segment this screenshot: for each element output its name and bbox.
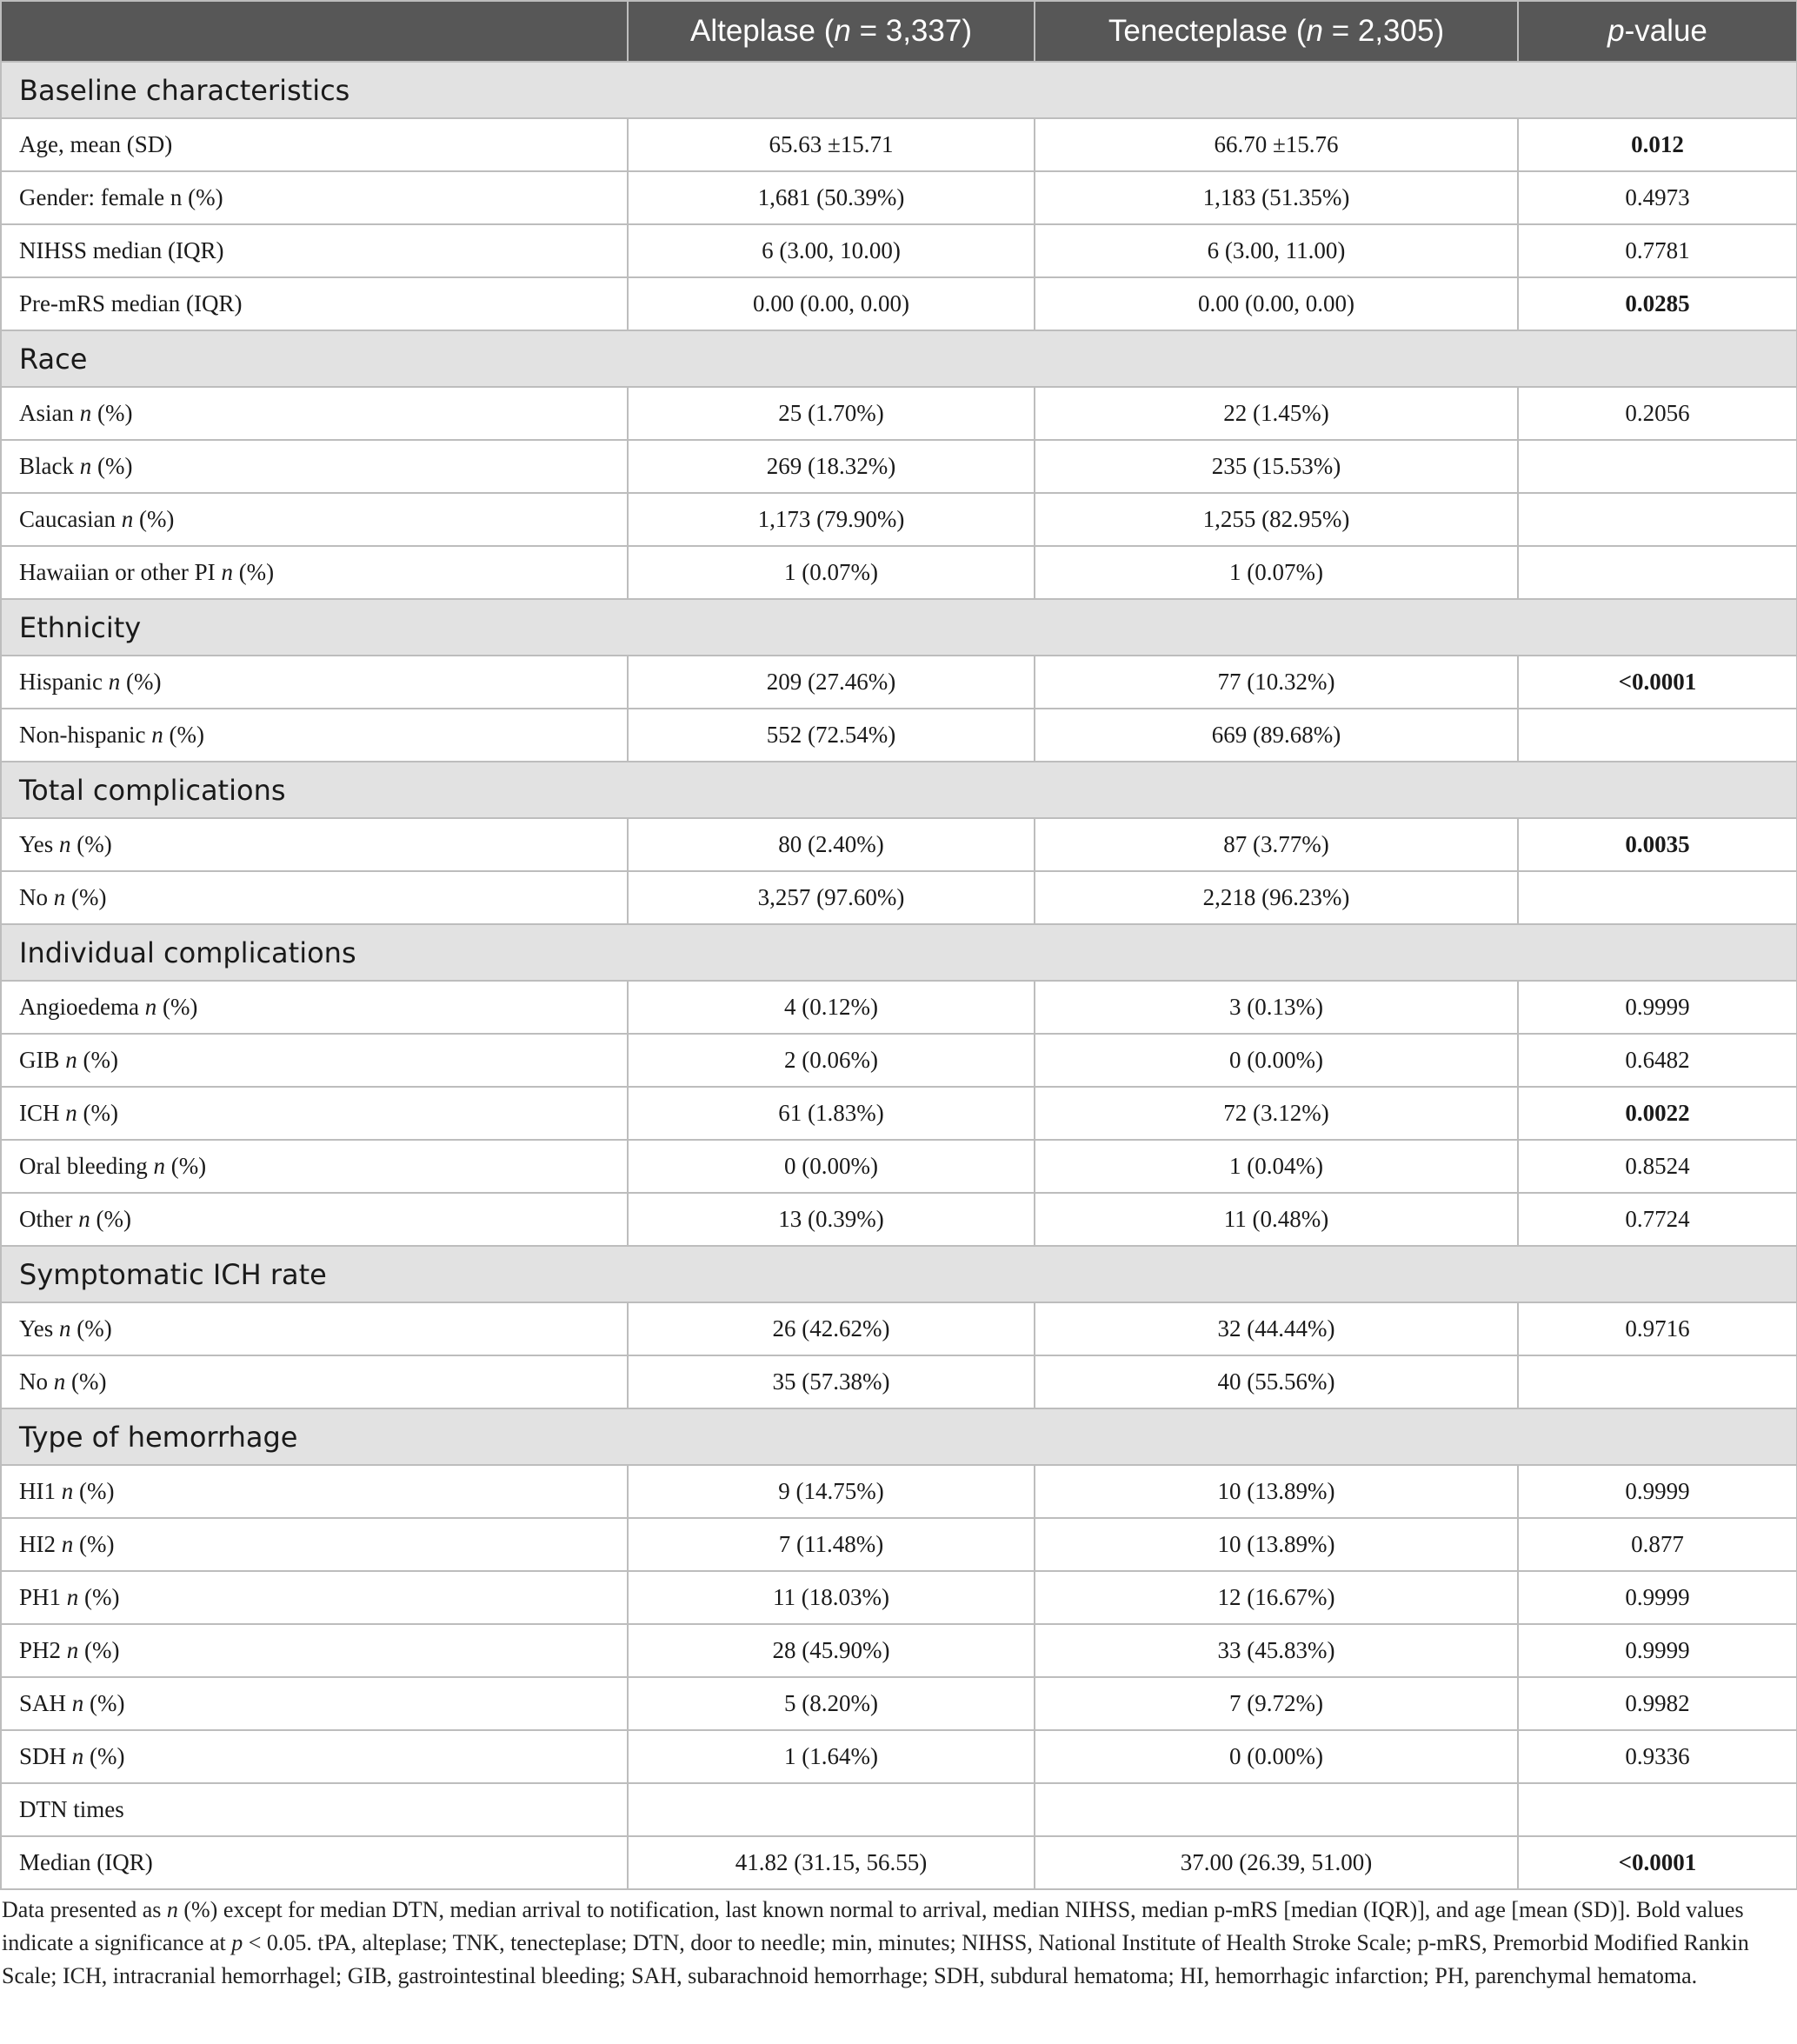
cell-alteplase: 35 (57.38%) xyxy=(628,1355,1035,1408)
row-label xyxy=(1,1034,628,1087)
row-label-n: n xyxy=(66,1637,79,1663)
cell-tenecteplase xyxy=(1035,1783,1518,1836)
cell-alteplase: 1 (0.07%) xyxy=(628,546,1035,599)
row-label-n: n xyxy=(65,1100,77,1126)
cell-tenecteplase: 2,218 (96.23%) xyxy=(1035,871,1518,924)
cell-alteplase: 552 (72.54%) xyxy=(628,709,1035,762)
table-row xyxy=(1,1193,1797,1246)
cell-p-value: 0.9716 xyxy=(1518,1302,1797,1355)
row-label-n: n xyxy=(53,884,66,910)
section-title: Total complications xyxy=(1,762,1797,818)
table-footnote xyxy=(2,1894,1784,1993)
cell-tenecteplase: 87 (3.77%) xyxy=(1035,818,1518,871)
row-label xyxy=(1,118,628,171)
row-label xyxy=(1,1677,628,1730)
row-label-n: n xyxy=(61,1478,74,1504)
cell-tenecteplase: 3 (0.13%) xyxy=(1035,981,1518,1034)
table-row xyxy=(1,387,1797,440)
cell-p-value: 0.0035 xyxy=(1518,818,1797,871)
cell-tenecteplase: 0 (0.00%) xyxy=(1035,1034,1518,1087)
cell-tenecteplase: 0.00 (0.00, 0.00) xyxy=(1035,277,1518,330)
cell-alteplase: 5 (8.20%) xyxy=(628,1677,1035,1730)
row-label xyxy=(1,171,628,224)
table-row xyxy=(1,1677,1797,1730)
row-label xyxy=(1,1087,628,1140)
table-row xyxy=(1,1465,1797,1518)
cell-p-value: 0.9999 xyxy=(1518,1624,1797,1677)
cell-tenecteplase: 22 (1.45%) xyxy=(1035,387,1518,440)
cell-tenecteplase: 66.70 ±15.76 xyxy=(1035,118,1518,171)
row-label-pct: (%) xyxy=(70,831,112,857)
row-label-n: n xyxy=(71,1690,84,1716)
row-label xyxy=(1,440,628,493)
row-label-n: n xyxy=(59,1315,71,1342)
row-label-n: n xyxy=(108,669,121,695)
row-label xyxy=(1,277,628,330)
section-header-row xyxy=(1,599,1797,656)
table-row xyxy=(1,440,1797,493)
table-row xyxy=(1,1624,1797,1677)
row-label-text: SAH xyxy=(19,1690,67,1716)
cell-alteplase: 0 (0.00%) xyxy=(628,1140,1035,1193)
cell-p-value xyxy=(1518,709,1797,762)
cell-tenecteplase: 669 (89.68%) xyxy=(1035,709,1518,762)
row-label-pct: (%) xyxy=(120,669,162,695)
row-label xyxy=(1,1783,628,1836)
cell-tenecteplase: 1 (0.04%) xyxy=(1035,1140,1518,1193)
cell-p-value xyxy=(1518,1355,1797,1408)
row-label-n: n xyxy=(153,1153,165,1179)
row-label xyxy=(1,1624,628,1677)
cell-tenecteplase: 6 (3.00, 11.00) xyxy=(1035,224,1518,277)
cell-tenecteplase: 33 (45.83%) xyxy=(1035,1624,1518,1677)
header-alteplase-pre: Alteplase ( xyxy=(690,14,835,48)
row-label-pct: (%) xyxy=(156,994,198,1020)
cell-alteplase: 4 (0.12%) xyxy=(628,981,1035,1034)
cell-alteplase: 2 (0.06%) xyxy=(628,1034,1035,1087)
cell-tenecteplase: 11 (0.48%) xyxy=(1035,1193,1518,1246)
row-label-pct: (%) xyxy=(232,559,275,585)
table-row xyxy=(1,171,1797,224)
row-label-text: Gender: female n (%) xyxy=(19,184,223,210)
section-header-row xyxy=(1,62,1797,118)
cell-tenecteplase: 40 (55.56%) xyxy=(1035,1355,1518,1408)
header-tenecteplase-n: n xyxy=(1306,14,1323,48)
table-row xyxy=(1,277,1797,330)
row-label-n: n xyxy=(79,453,92,479)
section-title: Individual complications xyxy=(1,924,1797,981)
section-header-row xyxy=(1,1408,1797,1465)
footnote-part2: (%) except for median DTN, median arrival to notification, last known normal to arrival, median NIHSS, median p-mRS [median (IQR)], and age [mean (SD)]. Bold values indicate a significance at xyxy=(2,1897,1744,1955)
row-label xyxy=(1,1465,628,1518)
cell-tenecteplase: 10 (13.89%) xyxy=(1035,1465,1518,1518)
table-row xyxy=(1,546,1797,599)
cell-alteplase: 80 (2.40%) xyxy=(628,818,1035,871)
row-label-n: n xyxy=(221,559,233,585)
row-label-text: No xyxy=(19,884,48,910)
cell-tenecteplase: 32 (44.44%) xyxy=(1035,1302,1518,1355)
row-label-text: Black xyxy=(19,453,74,479)
row-label-text: Hispanic xyxy=(19,669,103,695)
row-label-n: n xyxy=(59,831,71,857)
cell-alteplase: 65.63 ±15.71 xyxy=(628,118,1035,171)
row-label-text: Caucasian xyxy=(19,506,116,532)
row-label-n: n xyxy=(66,1584,79,1610)
table-row xyxy=(1,1571,1797,1624)
row-label-text: Other xyxy=(19,1206,73,1232)
table-row xyxy=(1,1140,1797,1193)
footnote-p: p xyxy=(231,1930,243,1955)
cell-p-value xyxy=(1518,871,1797,924)
cell-p-value: 0.0285 xyxy=(1518,277,1797,330)
cell-p-value xyxy=(1518,546,1797,599)
cell-p-value: <0.0001 xyxy=(1518,1836,1797,1889)
header-alteplase xyxy=(628,1,1035,62)
row-label-n: n xyxy=(121,506,134,532)
cell-p-value xyxy=(1518,1783,1797,1836)
table-row xyxy=(1,818,1797,871)
cell-tenecteplase: 7 (9.72%) xyxy=(1035,1677,1518,1730)
footnote-part1: Data presented as xyxy=(2,1897,167,1922)
row-label xyxy=(1,709,628,762)
section-title: Race xyxy=(1,330,1797,387)
table-row xyxy=(1,1087,1797,1140)
row-label-n: n xyxy=(144,994,157,1020)
cell-p-value: 0.012 xyxy=(1518,118,1797,171)
cell-p-value: 0.2056 xyxy=(1518,387,1797,440)
footnote-n: n xyxy=(166,1897,178,1922)
section-header-row xyxy=(1,330,1797,387)
cell-tenecteplase: 0 (0.00%) xyxy=(1035,1730,1518,1783)
row-label-n: n xyxy=(151,722,163,748)
table-row xyxy=(1,1034,1797,1087)
table-row xyxy=(1,224,1797,277)
cell-tenecteplase: 72 (3.12%) xyxy=(1035,1087,1518,1140)
row-label-text: Hawaiian or other PI xyxy=(19,559,216,585)
section-header-row xyxy=(1,762,1797,818)
row-label-text: GIB xyxy=(19,1047,60,1073)
row-label-text: No xyxy=(19,1368,48,1395)
header-alteplase-post: = 3,337) xyxy=(850,14,972,48)
row-label-n: n xyxy=(78,1206,90,1232)
header-tenecteplase xyxy=(1035,1,1518,62)
header-p-value xyxy=(1518,1,1797,62)
cell-tenecteplase: 10 (13.89%) xyxy=(1035,1518,1518,1571)
row-label-text: DTN times xyxy=(19,1796,124,1822)
row-label xyxy=(1,1730,628,1783)
row-label-pct: (%) xyxy=(73,1478,115,1504)
cell-alteplase: 26 (42.62%) xyxy=(628,1302,1035,1355)
row-label xyxy=(1,818,628,871)
row-label-text: Median (IQR) xyxy=(19,1849,153,1875)
cell-p-value: 0.877 xyxy=(1518,1518,1797,1571)
cell-alteplase: 3,257 (97.60%) xyxy=(628,871,1035,924)
row-label xyxy=(1,1193,628,1246)
table-row xyxy=(1,709,1797,762)
row-label-text: HI1 xyxy=(19,1478,56,1504)
row-label-pct: (%) xyxy=(70,1315,112,1342)
header-p-post: -value xyxy=(1624,14,1707,48)
cell-alteplase: 28 (45.90%) xyxy=(628,1624,1035,1677)
row-label xyxy=(1,1140,628,1193)
row-label xyxy=(1,1355,628,1408)
row-label-pct: (%) xyxy=(77,1100,118,1126)
cell-p-value: 0.9336 xyxy=(1518,1730,1797,1783)
section-title: Baseline characteristics xyxy=(1,62,1797,118)
table-body xyxy=(1,62,1797,1889)
row-label xyxy=(1,224,628,277)
table-row xyxy=(1,1355,1797,1408)
row-label xyxy=(1,546,628,599)
cell-alteplase: 0.00 (0.00, 0.00) xyxy=(628,277,1035,330)
cell-p-value: 0.7781 xyxy=(1518,224,1797,277)
row-label-pct: (%) xyxy=(133,506,175,532)
cell-p-value: 0.7724 xyxy=(1518,1193,1797,1246)
header-p: p xyxy=(1607,14,1625,48)
row-label-text: NIHSS median (IQR) xyxy=(19,237,224,263)
cell-tenecteplase: 12 (16.67%) xyxy=(1035,1571,1518,1624)
table-row xyxy=(1,1836,1797,1889)
row-label-text: PH1 xyxy=(19,1584,62,1610)
row-label xyxy=(1,656,628,709)
row-label-pct: (%) xyxy=(83,1743,125,1769)
row-label-text: Pre-mRS median (IQR) xyxy=(19,290,243,316)
cell-tenecteplase: 235 (15.53%) xyxy=(1035,440,1518,493)
cell-alteplase: 7 (11.48%) xyxy=(628,1518,1035,1571)
section-header-row xyxy=(1,1246,1797,1302)
cell-alteplase xyxy=(628,1783,1035,1836)
row-label xyxy=(1,871,628,924)
cell-p-value: 0.9999 xyxy=(1518,981,1797,1034)
row-label-pct: (%) xyxy=(83,1690,125,1716)
cell-p-value: 0.0022 xyxy=(1518,1087,1797,1140)
row-label-n: n xyxy=(71,1743,84,1769)
cell-p-value: 0.4973 xyxy=(1518,171,1797,224)
cell-tenecteplase: 77 (10.32%) xyxy=(1035,656,1518,709)
cell-alteplase: 9 (14.75%) xyxy=(628,1465,1035,1518)
row-label xyxy=(1,387,628,440)
row-label-pct: (%) xyxy=(73,1531,115,1557)
cell-alteplase: 25 (1.70%) xyxy=(628,387,1035,440)
row-label xyxy=(1,1571,628,1624)
row-label-pct: (%) xyxy=(90,1206,131,1232)
cell-tenecteplase: 1,183 (51.35%) xyxy=(1035,171,1518,224)
cell-p-value: 0.9982 xyxy=(1518,1677,1797,1730)
cell-tenecteplase: 1,255 (82.95%) xyxy=(1035,493,1518,546)
cell-p-value: 0.9999 xyxy=(1518,1571,1797,1624)
row-label xyxy=(1,1836,628,1889)
header-alteplase-n: n xyxy=(834,14,851,48)
table-row xyxy=(1,1783,1797,1836)
row-label-text: Age, mean (SD) xyxy=(19,131,173,157)
footnote-part3: < 0.05. tPA, alteplase; TNK, tenecteplase; DTN, door to needle; min, minutes; NIHSS, National Institute of Health Stroke Scale; p-mRS, Premorbid Modified Rankin Scale; ICH, intracranial hemorrhagel; GIB, gastrointestinal bleeding; SAH, subarachnoid hemorrhage; SDH, subdural hematoma; HI, hemorrhagic infarction; PH, parenchymal hematoma. xyxy=(2,1930,1749,1988)
section-title: Ethnicity xyxy=(1,599,1797,656)
cell-alteplase: 1,173 (79.90%) xyxy=(628,493,1035,546)
row-label-text: Non-hispanic xyxy=(19,722,146,748)
row-label xyxy=(1,1518,628,1571)
cell-p-value: 0.9999 xyxy=(1518,1465,1797,1518)
header-tenecteplase-post: = 2,305) xyxy=(1322,14,1445,48)
row-label-text: Yes xyxy=(19,831,54,857)
table-row xyxy=(1,1730,1797,1783)
cell-alteplase: 13 (0.39%) xyxy=(628,1193,1035,1246)
table-row xyxy=(1,871,1797,924)
row-label xyxy=(1,981,628,1034)
cell-alteplase: 41.82 (31.15, 56.55) xyxy=(628,1836,1035,1889)
cell-p-value xyxy=(1518,493,1797,546)
table-row xyxy=(1,1518,1797,1571)
row-label-n: n xyxy=(79,400,92,426)
row-label-pct: (%) xyxy=(78,1637,120,1663)
cell-p-value xyxy=(1518,440,1797,493)
table-row xyxy=(1,1302,1797,1355)
section-title: Symptomatic ICH rate xyxy=(1,1246,1797,1302)
row-label xyxy=(1,1302,628,1355)
row-label-text: Angioedema xyxy=(19,994,139,1020)
row-label-pct: (%) xyxy=(65,884,107,910)
cell-tenecteplase: 1 (0.07%) xyxy=(1035,546,1518,599)
row-label-pct: (%) xyxy=(77,1047,118,1073)
row-label-pct: (%) xyxy=(91,453,133,479)
row-label-pct: (%) xyxy=(164,1153,207,1179)
row-label-pct: (%) xyxy=(91,400,133,426)
cell-alteplase: 6 (3.00, 10.00) xyxy=(628,224,1035,277)
header-blank xyxy=(1,1,628,62)
row-label-text: ICH xyxy=(19,1100,60,1126)
row-label-text: SDH xyxy=(19,1743,67,1769)
cell-alteplase: 61 (1.83%) xyxy=(628,1087,1035,1140)
row-label-n: n xyxy=(53,1368,66,1395)
row-label xyxy=(1,493,628,546)
cell-tenecteplase: 37.00 (26.39, 51.00) xyxy=(1035,1836,1518,1889)
table-row xyxy=(1,118,1797,171)
table-row xyxy=(1,656,1797,709)
row-label-text: Oral bleeding xyxy=(19,1153,148,1179)
cell-alteplase: 11 (18.03%) xyxy=(628,1571,1035,1624)
cell-p-value: 0.8524 xyxy=(1518,1140,1797,1193)
row-label-n: n xyxy=(61,1531,74,1557)
header-tenecteplase-pre: Tenecteplase ( xyxy=(1108,14,1307,48)
row-label-text: PH2 xyxy=(19,1637,62,1663)
cell-alteplase: 1,681 (50.39%) xyxy=(628,171,1035,224)
row-label-text: Asian xyxy=(19,400,74,426)
table-row xyxy=(1,981,1797,1034)
cell-p-value: 0.6482 xyxy=(1518,1034,1797,1087)
section-header-row xyxy=(1,924,1797,981)
section-title: Type of hemorrhage xyxy=(1,1408,1797,1465)
table-row xyxy=(1,493,1797,546)
cell-alteplase: 269 (18.32%) xyxy=(628,440,1035,493)
row-label-text: Yes xyxy=(19,1315,54,1342)
cell-p-value: <0.0001 xyxy=(1518,656,1797,709)
cell-alteplase: 1 (1.64%) xyxy=(628,1730,1035,1783)
row-label-pct: (%) xyxy=(78,1584,120,1610)
row-label-text: HI2 xyxy=(19,1531,56,1557)
table-header-row xyxy=(1,1,1797,62)
cell-alteplase: 209 (27.46%) xyxy=(628,656,1035,709)
row-label-n: n xyxy=(65,1047,77,1073)
row-label-pct: (%) xyxy=(163,722,204,748)
row-label-pct: (%) xyxy=(65,1368,107,1395)
